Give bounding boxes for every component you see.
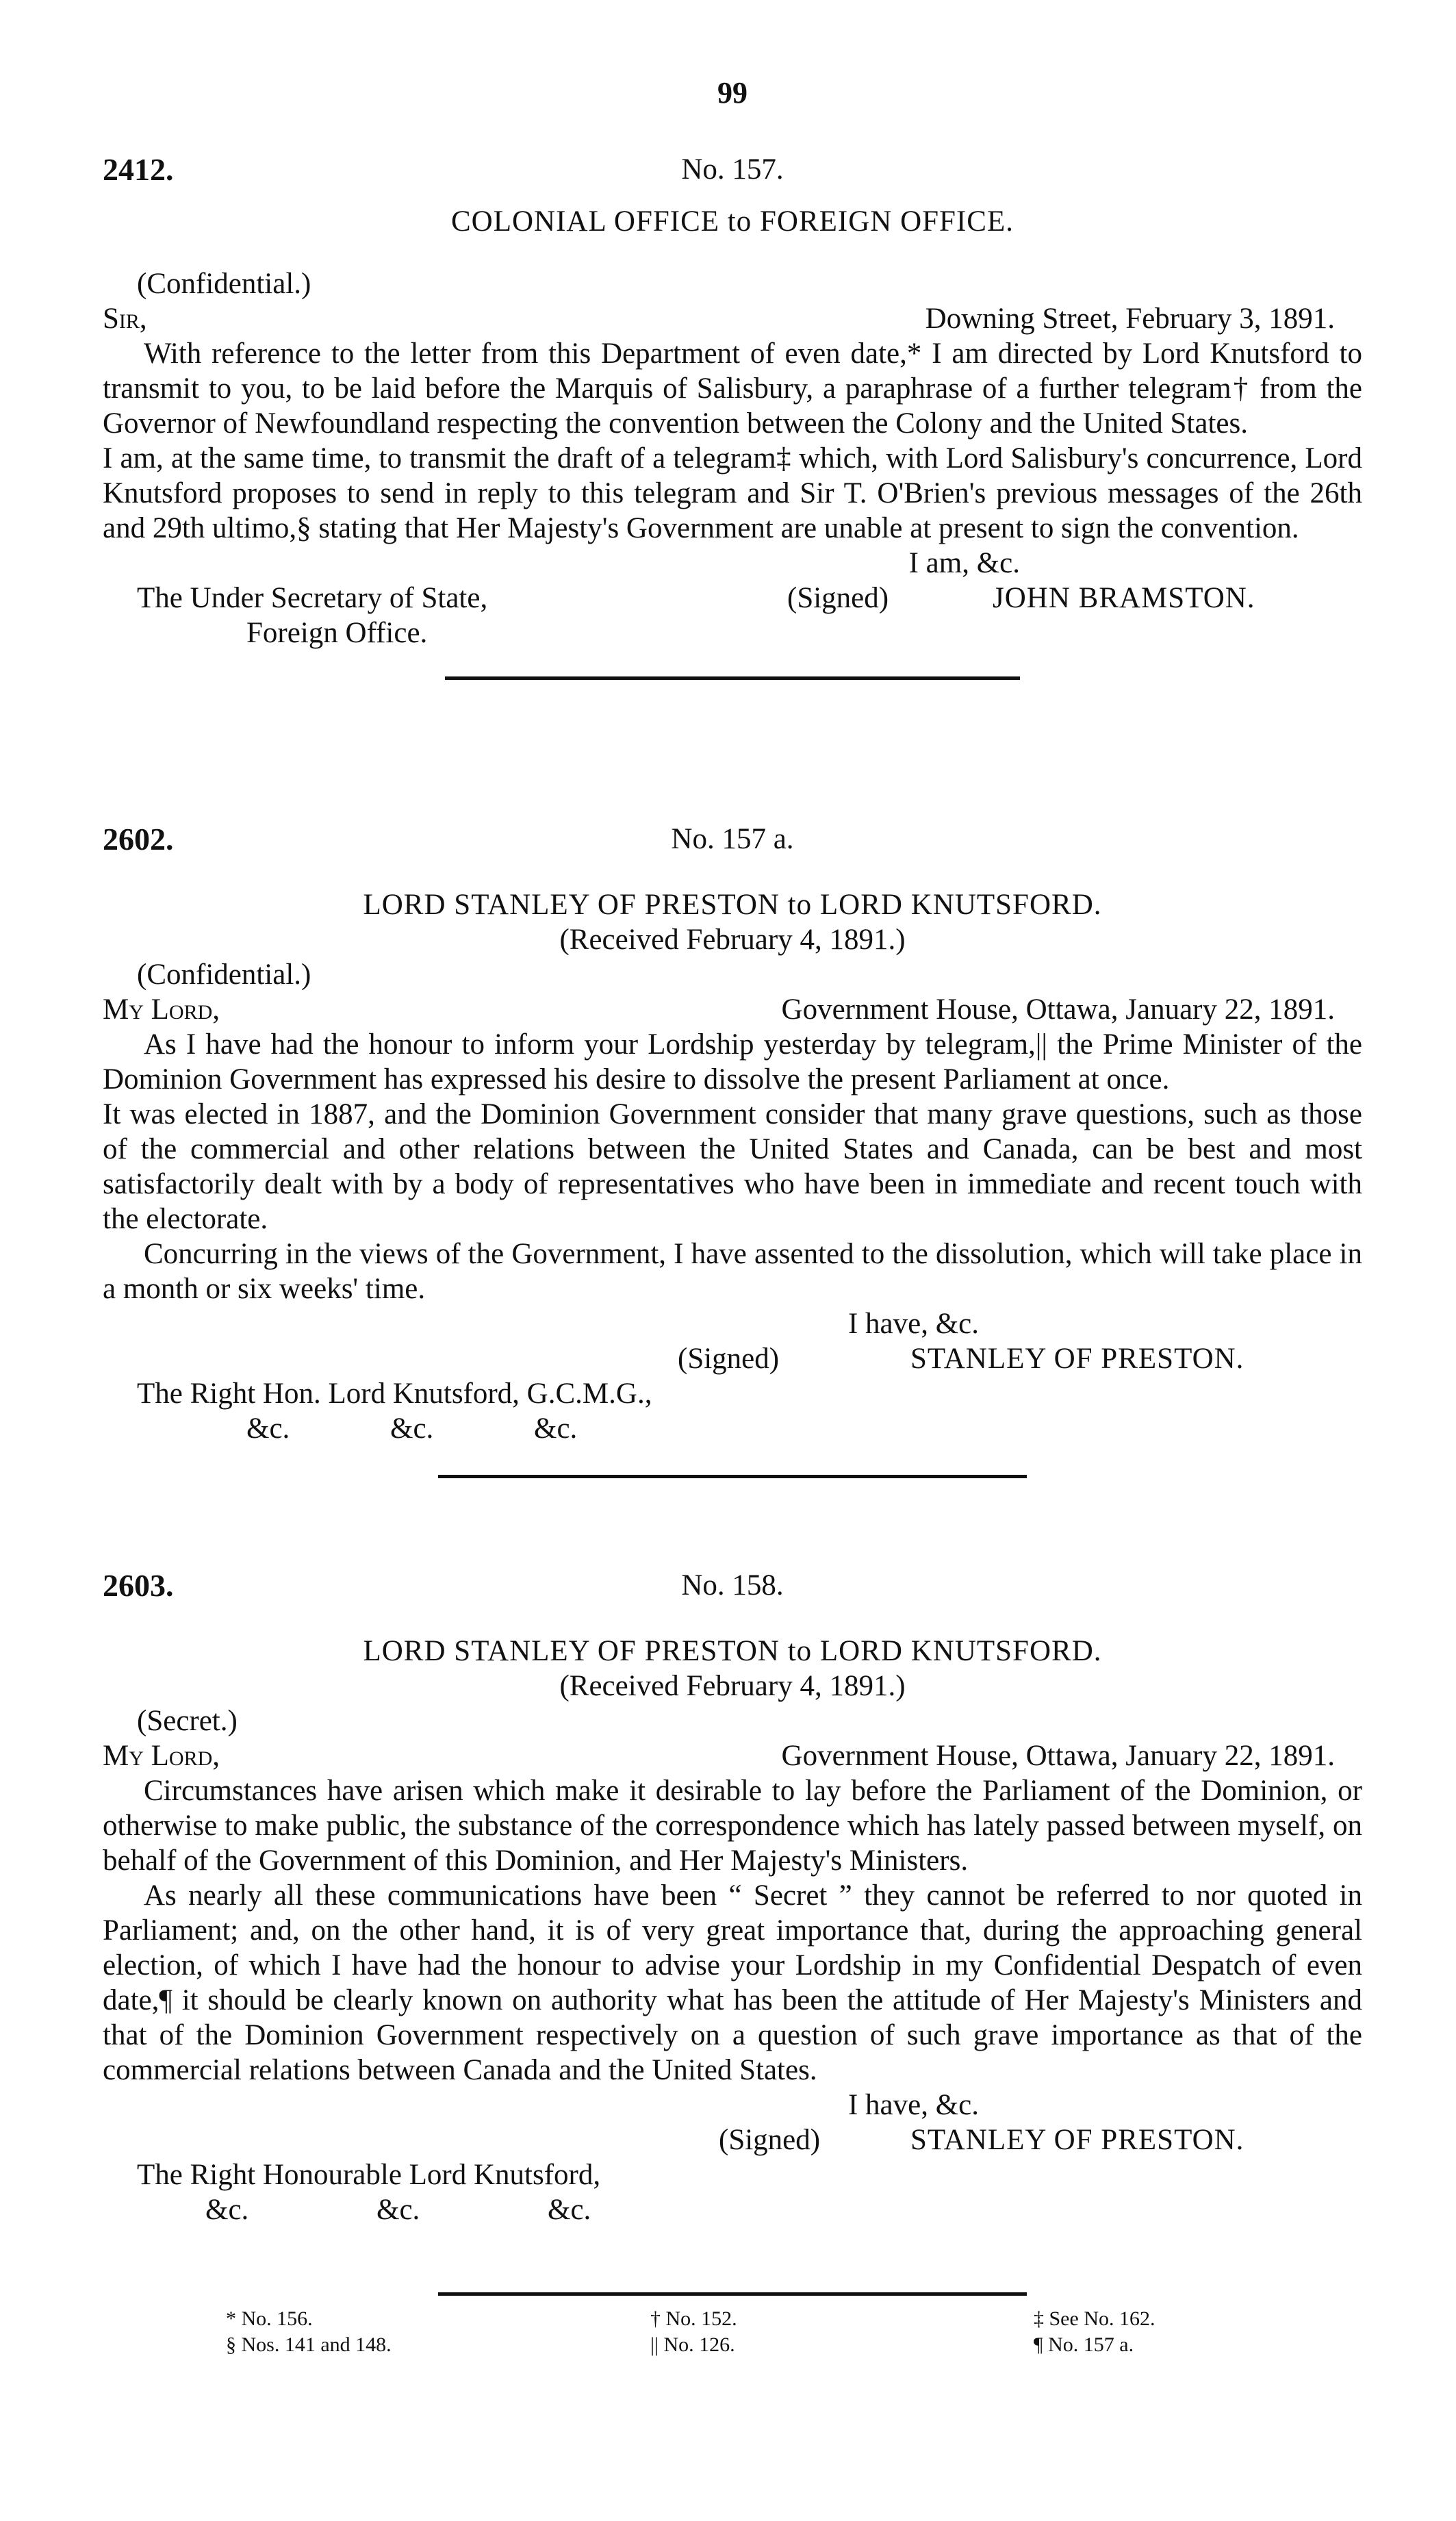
closing: I have, &c. <box>847 2089 979 2121</box>
classification <box>103 957 1362 992</box>
document-number: 2412. <box>103 152 174 187</box>
document-header <box>103 152 1362 190</box>
signer-name: STANLEY OF PRESTON. <box>910 2124 1244 2156</box>
paragraph: It was elected in 1887, and the Dominion Government consider that many grave questions, such as those of the commercial and other relations between the United States and Canada, can be best and most satisfactorily dealt with by a body of representatives who have been in immediate and recent touch with the electorate. <box>103 1098 1362 1235</box>
paragraph: Circumstances have arisen which make it desirable to lay before the Parliament of the Dominion, or otherwise to make public, the substance of the correspondence which has lately passed between myself, on behalf of the Government of this Dominion, and Her Majesty's Ministers. <box>103 1775 1362 1877</box>
paragraph: As I have had the honour to inform your Lordship yesterday by telegram,|| the Prime Minister of the Dominion Government has expressed his desire to dissolve the present Parliament at once. <box>103 1028 1362 1095</box>
footnote: * No. 156. <box>226 2307 313 2330</box>
paragraph: With reference to the letter from this Department of even date,* I am directed by Lord Knutsford to transmit to you, to be laid before the Marquis of Salisbury, a paraphrase of a further telegram† from the Governor of Newfoundland respecting the convention between the Colony and the United States. <box>103 338 1362 440</box>
etc-line <box>103 2192 1362 2227</box>
footnote: ‡ See No. 162. <box>1034 2307 1155 2330</box>
received-date: (Received February 4, 1891.) <box>559 1670 906 1702</box>
paragraph: Concurring in the views of the Government, I have assented to the dissolution, which will take place in a month or six weeks' time. <box>103 1238 1362 1305</box>
etc-item: &c. <box>376 2194 420 2226</box>
place-date: Government House, Ottawa, January 22, 1891. <box>781 993 1335 1026</box>
page-number: 99 <box>717 76 748 110</box>
etc-line <box>103 1411 1362 1446</box>
paragraph: I am, at the same time, to transmit the draft of a telegram‡ which, with Lord Salisbury's concurrence, Lord Knutsford proposes to send in reply to this telegram and Sir T. O'Brien's previous messages of the 26th and 29th ultimo,§ stating that Her Majesty's Government are unable at present to sign the convention. <box>103 442 1362 544</box>
correspondence-number: No. 157. <box>681 153 784 186</box>
separator-rule <box>438 1475 1027 1478</box>
received-date: (Received February 4, 1891.) <box>559 924 906 956</box>
separator-rule <box>445 676 1020 680</box>
footnote: || No. 126. <box>650 2333 735 2356</box>
paragraph: As nearly all these communications have been “ Secret ” they cannot be referred to nor quoted in Parliament; and, on the other hand, it is of very great importance that, during the approaching general election, of which I have had the honour to advise your Lordship in my Confidential Despatch of even date,¶ it should be clearly known on authority what has been the attitude of Her Majesty's Ministers and that of the Dominion Government respectively on a question of such grave importance as that of the commercial relations between Canada and the United States. <box>103 1879 1362 2086</box>
classification-text: (Secret.) <box>137 1705 238 1737</box>
footnote: † No. 152. <box>650 2307 737 2330</box>
document-header <box>103 1568 1362 1606</box>
addressee-line-2: Foreign Office. <box>246 617 428 649</box>
salutation-line <box>103 1738 1362 1773</box>
closing: I am, &c. <box>908 547 1020 579</box>
salutation: My Lord, <box>103 1740 220 1772</box>
salutation: Sir, <box>103 303 147 335</box>
signature-line <box>103 2123 1362 2157</box>
document-2603 <box>103 1568 1362 2227</box>
footnote: ¶ No. 157 a. <box>1034 2333 1134 2356</box>
document-number: 2603. <box>103 1568 174 1603</box>
signer-name: STANLEY OF PRESTON. <box>910 1343 1244 1375</box>
document-number: 2602. <box>103 822 174 857</box>
etc-item: &c. <box>390 1412 434 1445</box>
etc-item: &c. <box>205 2194 249 2226</box>
classification-text: (Confidential.) <box>137 959 311 991</box>
salutation-line <box>103 301 1362 336</box>
closing: I have, &c. <box>847 1308 979 1340</box>
correspondence-number: No. 157 a. <box>671 823 794 855</box>
signed-label: (Signed) <box>719 2124 821 2156</box>
document-title: LORD STANLEY OF PRESTON to LORD KNUTSFORD. <box>363 889 1102 921</box>
salutation-line <box>103 992 1362 1027</box>
addressee: The Right Honourable Lord Knutsford, <box>137 2159 601 2191</box>
footnote-column-right <box>1034 2306 1155 2358</box>
signed-label: (Signed) <box>787 582 889 614</box>
footnote-column-middle <box>650 2306 737 2358</box>
document-2412 <box>103 152 1362 680</box>
footnote-column-left <box>226 2306 392 2358</box>
document-title: COLONIAL OFFICE to FOREIGN OFFICE. <box>451 205 1014 238</box>
signature-line <box>103 581 1362 616</box>
document-header <box>103 822 1362 860</box>
etc-item: &c. <box>534 1412 578 1445</box>
etc-item: &c. <box>548 2194 591 2226</box>
classification <box>103 1703 1362 1738</box>
signature-line <box>103 1341 1362 1376</box>
addressee: The Right Hon. Lord Knutsford, G.C.M.G., <box>137 1378 652 1410</box>
classification-text: (Confidential.) <box>137 268 311 300</box>
salutation: My Lord, <box>103 993 220 1026</box>
classification <box>103 266 1362 301</box>
document-title: LORD STANLEY OF PRESTON to LORD KNUTSFORD. <box>363 1635 1102 1667</box>
signed-label: (Signed) <box>678 1343 780 1375</box>
etc-item: &c. <box>246 1412 290 1445</box>
footnote: § Nos. 141 and 148. <box>226 2333 392 2356</box>
place-date: Downing Street, February 3, 1891. <box>925 303 1335 335</box>
addressee: The Under Secretary of State, <box>137 582 488 614</box>
document-2602 <box>103 822 1362 1478</box>
correspondence-number: No. 158. <box>681 1569 784 1601</box>
footnote-rule <box>103 2292 1362 2296</box>
signer-name: JOHN BRAMSTON. <box>993 582 1255 614</box>
place-date: Government House, Ottawa, January 22, 1891. <box>781 1740 1335 1772</box>
